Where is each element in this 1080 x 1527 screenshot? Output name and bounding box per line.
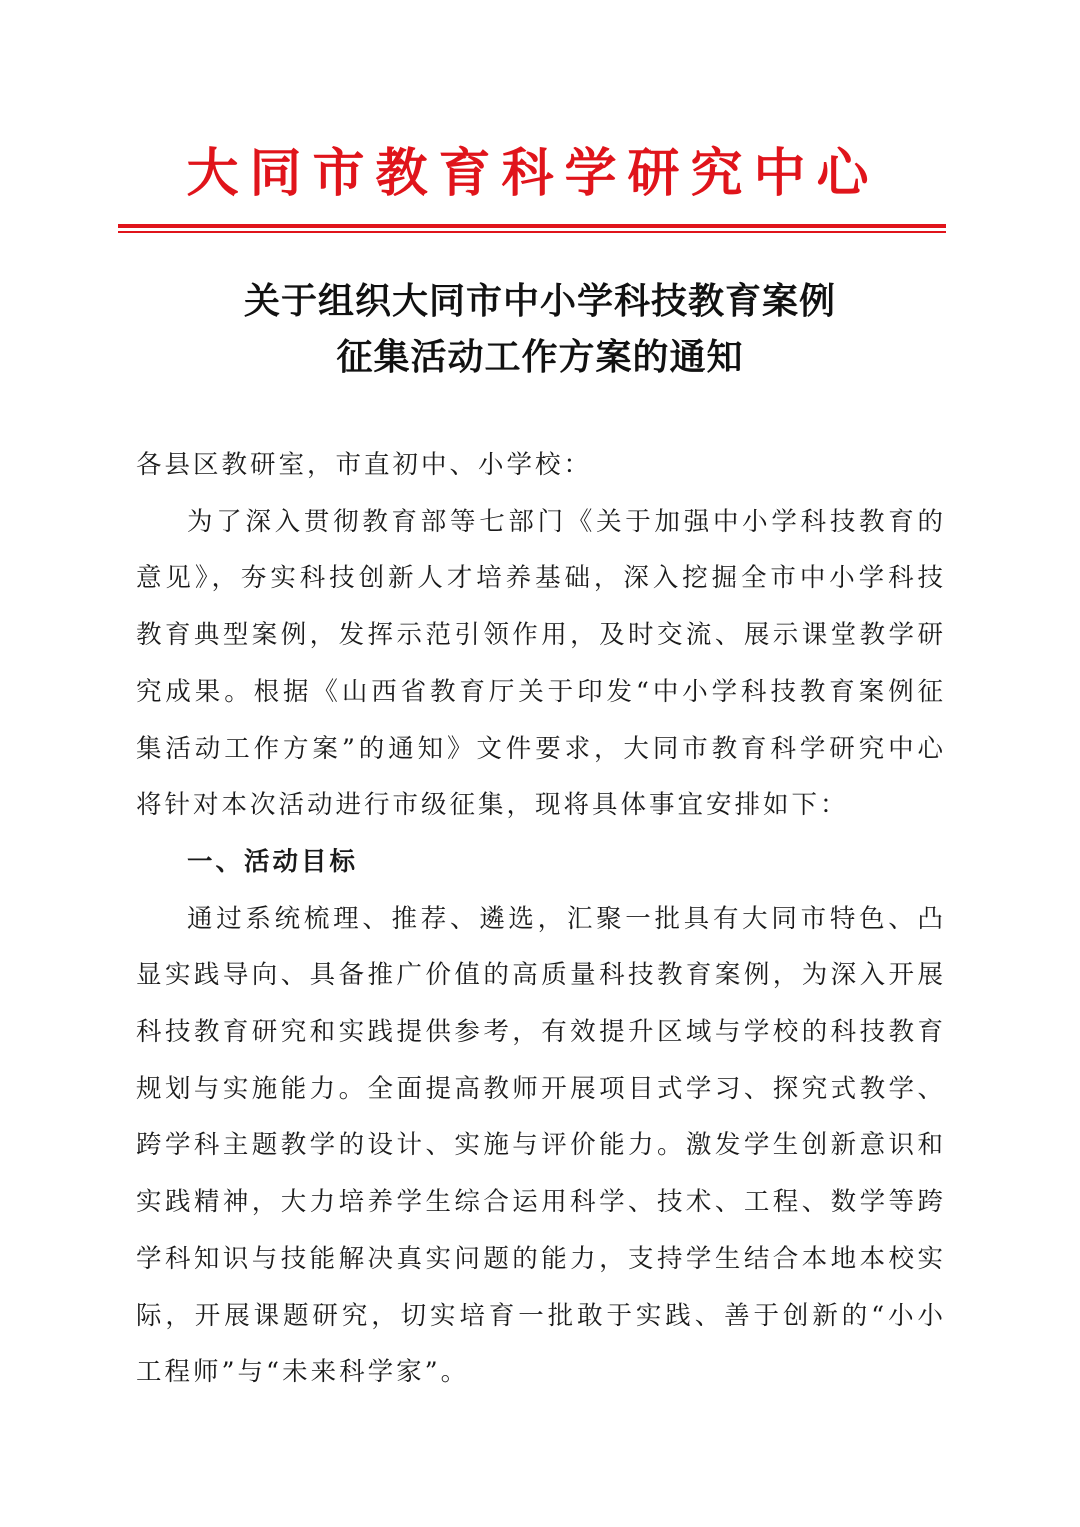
title-line-2: 征集活动工作方案的通知 xyxy=(336,337,744,378)
section-heading-goals: 一、活动目标 xyxy=(187,846,359,877)
document-body xyxy=(136,437,946,1401)
intro-paragraph: 为了深入贯彻教育部等七部门《关于加强中小学科技教育的意见》，夯实科技创新人才培养基础，深入挖掘全市中小学科技教育典型案例，发挥示范引领作用，及时交流、展示课堂教学研究成果。根据《山西省教育厅关于印发“中小学科技教育案例征集活动工作方案”的通知》文件要求，大同市教育科学研究中心将针对本次活动进行市级征集，现将具体事宜安排如下： xyxy=(136,506,946,821)
header-divider-thick xyxy=(118,224,946,228)
organization-header: 大同市教育科学研究中心 xyxy=(186,143,880,204)
document-title xyxy=(100,274,980,386)
salutation: 各县区教研室，市直初中、小学校： xyxy=(136,450,593,480)
goals-paragraph: 通过系统梳理、推荐、遴选，汇聚一批具有大同市特色、凸显实践导向、具备推广价值的高质量科技教育案例，为深入开展科技教育研究和实践提供参考，有效提升区域与学校的科技教育规划与实施能力。全面提高教师开展项目式学习、探究式教学、跨学科主题教学的设计、实施与评价能力。激发学生创新意识和实践精神，大力培养学生综合运用科学、技术、工程、数学等跨学科知识与技能解决真实问题的能力，支持学生结合本地本校实际，开展课题研究，切实培育一批敢于实践、善于创新的“小小工程师”与“未来科学家”。 xyxy=(136,903,946,1388)
title-line-1: 关于组织大同市中小学科技教育案例 xyxy=(243,281,836,322)
header-divider-thin xyxy=(118,231,946,233)
